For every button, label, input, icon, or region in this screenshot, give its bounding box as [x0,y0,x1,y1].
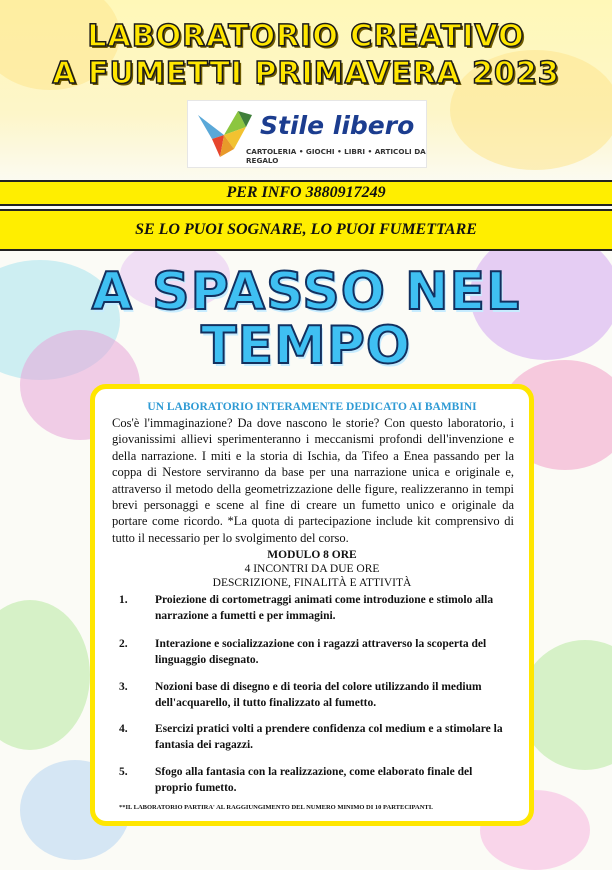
info-band [0,180,612,206]
modulo-line3: DESCRIZIONE, FINALITÀ E ATTIVITÀ [212,577,412,589]
list-item-text: Interazione e socializzazione con i ragazzi attraverso la scoperta del linguaggio disegnato. [155,638,487,666]
logo-name: Stile libero [260,111,415,140]
list-item-text: Nozioni base di disegno e di teoria del colore utilizzando il medium dell'acquarello, il tutto finalizzato al fumetto. [155,681,482,709]
list-item-number: 2. [119,638,128,650]
modulo-line2: 4 INCONTRI DA DUE ORE [244,563,380,575]
paint-splash-decoration [0,600,90,750]
main-title-line2: TEMPO [200,316,412,376]
list-item-number: 4. [119,723,128,735]
info-phone-text: PER INFO 3880917249 [226,184,386,201]
intro-paragraph: Cos'è l'immaginazione? Da dove nascono le storie? Con questo laboratorio, i giovanissimi allievi sperimenteranno i meccanismi profondi dell'invenzione e della narrazione. I miti e la storia di Ischia, da Tifeo a Enea passando per la coppa di Nestore serviranno da base per una narrazione unica e originale e, attraverso il metodo della geometrizzazione delle figure, realizzeranno in tempi brevi personaggi e scene al fine di creare un fumetto unico e originale da portare come ricordo. *La quota di partecipazione include kit comprensivo di tutto il necessario per lo svolgimento del corso. [112,416,514,545]
list-item-number: 3. [119,681,128,693]
content-panel [90,384,534,826]
footnote: **IL LABORATORIO PARTIRA' AL RAGGIUNGIMENTO DEL NUMERO MINIMO DI 10 PARTECIPANTI. [119,804,433,811]
slogan-text: SE LO PUOI SOGNARE, LO PUOI FUMETTARE [135,221,477,238]
header-title-line1: LABORATORIO CREATIVO [87,19,525,54]
slogan-band [0,209,612,251]
main-title-line1: A SPASSO NEL [91,262,521,322]
modulo-line1: MODULO 8 ORE [267,549,357,561]
list-item-number: 1. [119,594,128,606]
logo-tagline: CARTOLERIA • GIOCHI • LIBRI • ARTICOLI DA REGALO [246,147,426,165]
panel-heading: UN LABORATORIO INTERAMENTE DEDICATO AI BAMBINI [147,401,477,413]
list-item-text: Esercizi pratici volti a prendere confidenza col medium e a stimolare la fantasia dei ragazzi. [155,723,503,751]
list-item-text: Sfogo alla fantasia con la realizzazione, come elaborato finale del proprio fumetto. [155,766,473,794]
header-title-line2: A FUMETTI PRIMAVERA 2023 [52,56,560,91]
list-item-number: 5. [119,766,128,778]
stile-libero-logo [187,100,427,168]
list-item-text: Proiezione di cortometraggi animati come introduzione e stimolo alla narrazione a fumetti e per immagini. [155,594,494,622]
